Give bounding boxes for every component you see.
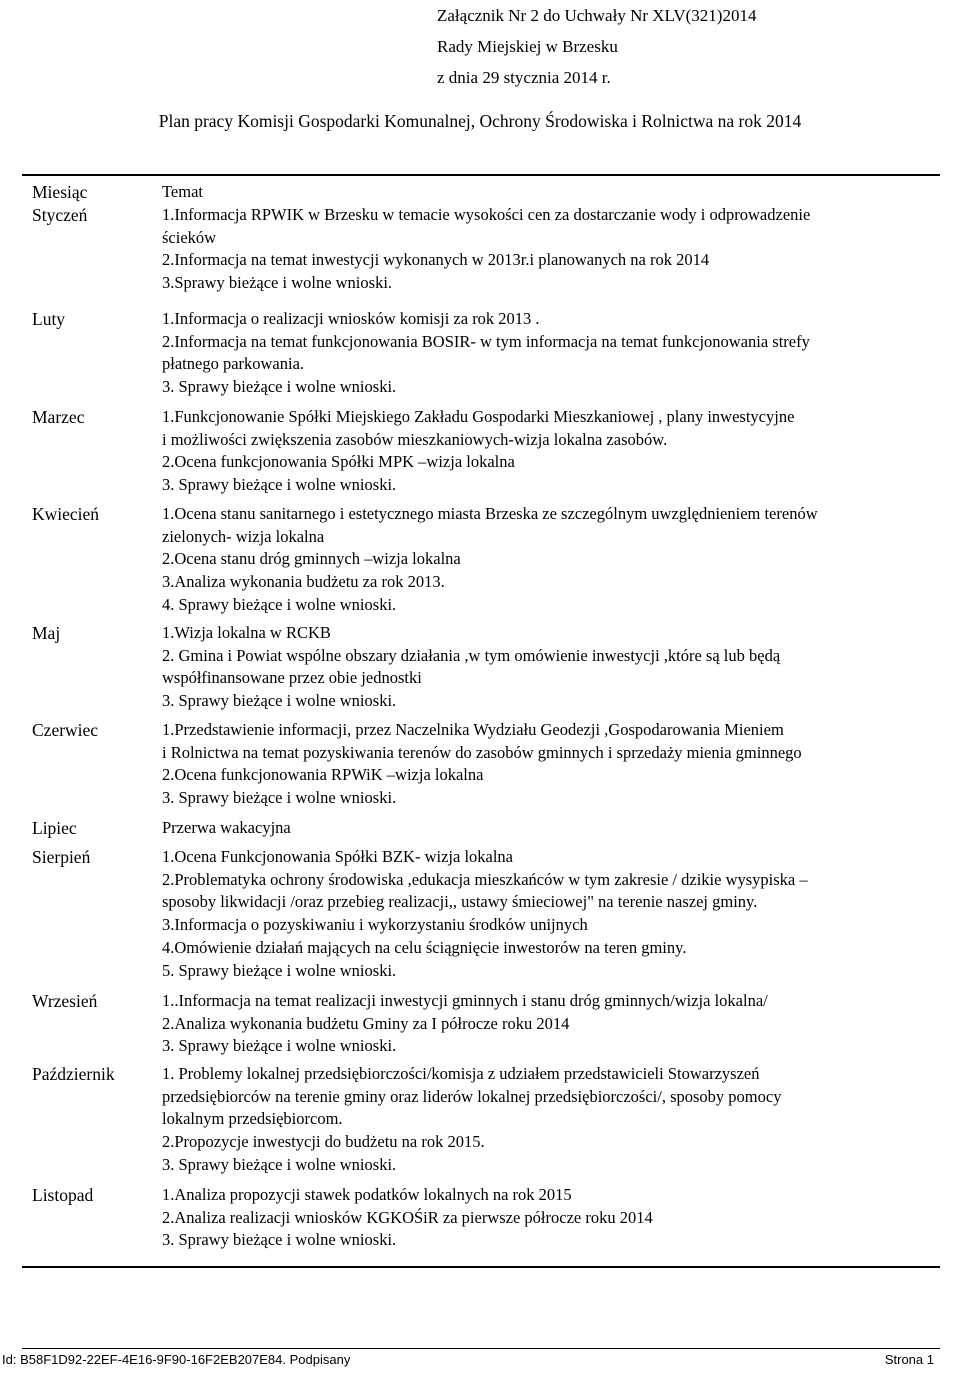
- month-cell: Sierpień: [32, 847, 91, 867]
- attachment-header: [437, 0, 937, 93]
- topic-line: 3. Sprawy bieżące i wolne wnioski.: [162, 1230, 397, 1250]
- topic-cell: [162, 622, 940, 713]
- topic-cell: [162, 308, 940, 399]
- topic-line: współfinansowane przez obie jednostki: [162, 668, 422, 688]
- topic-line: 1..Informacja na temat realizacji inwestycji gminnych i stanu dróg gminnych/wizja lokalna/: [162, 991, 768, 1010]
- month-cell: Luty: [32, 309, 66, 329]
- document-title: Plan pracy Komisji Gospodarki Komunalnej, Ochrony Środowiska i Rolnictwa na rok 2014: [158, 111, 802, 131]
- topic-line: 1.Ocena Funkcjonowania Spółki BZK- wizja lokalna: [162, 847, 514, 866]
- topic-line: i Rolnictwa na temat pozyskiwania terenów do zasobów gminnych i sprzedaży mienia gminnego: [162, 742, 802, 762]
- footer-rule: [22, 1348, 940, 1349]
- header-line-council: Rady Miejskiej w Brzesku: [437, 37, 618, 56]
- topic-line: 2. Gmina i Powiat wspólne obszary działania ,w tym omówienie inwestycji ,które są lub będą: [162, 645, 781, 665]
- topic-line: zielonych- wizja lokalna: [162, 526, 325, 546]
- topic-line: i możliwości zwiększenia zasobów mieszkaniowych-wizja lokalna zasobów.: [162, 429, 668, 449]
- topic-line: 1.Informacja RPWIK w Brzesku w temacie wysokości cen za dostarczanie wody i odprowadzenie: [162, 205, 811, 224]
- topic-line: 1.Informacja o realizacji wniosków komisji za rok 2013 .: [162, 309, 540, 328]
- topic-cell: [162, 406, 940, 497]
- column-header-month: Miesiąc: [32, 182, 88, 202]
- topic-cell: [162, 846, 940, 982]
- topic-cell: [162, 204, 940, 295]
- topic-line: 5. Sprawy bieżące i wolne wnioski.: [162, 960, 397, 980]
- topic-line: 3. Sprawy bieżące i wolne wnioski.: [162, 475, 397, 495]
- month-cell: Maj: [32, 623, 61, 643]
- month-cell: Listopad: [32, 1185, 94, 1205]
- month-cell: Lipiec: [32, 818, 77, 838]
- topic-line: 2.Analiza wykonania budżetu Gminy za I półrocze roku 2014: [162, 1013, 570, 1033]
- month-cell: Wrzesień: [32, 991, 98, 1011]
- topic-cell: [162, 1184, 940, 1252]
- topic-line: 2.Propozycje inwestycji do budżetu na rok 2015.: [162, 1132, 485, 1152]
- topic-line: 1.Funkcjonowanie Spółki Miejskiego Zakładu Gospodarki Mieszkaniowej , plany inwestycyjne: [162, 407, 795, 426]
- topic-line: 3. Sprawy bieżące i wolne wnioski.: [162, 1036, 397, 1056]
- topic-line: 4. Sprawy bieżące i wolne wnioski.: [162, 594, 397, 614]
- topic-line: 1.Przedstawienie informacji, przez Naczelnika Wydziału Geodezji ,Gospodarowania Mieniem: [162, 720, 784, 739]
- month-cell: Czerwiec: [32, 720, 99, 740]
- topic-line: 2.Informacja na temat funkcjonowania BOSIR- w tym informacja na temat funkcjonowania strefy: [162, 331, 810, 351]
- topic-line: 1.Wizja lokalna w RCKB: [162, 623, 331, 642]
- topic-cell: [162, 719, 940, 810]
- month-cell: Październik: [32, 1064, 115, 1084]
- topic-line: 3.Sprawy bieżące i wolne wnioski.: [162, 273, 393, 293]
- document-id: Id: B58F1D92-22EF-4E16-9F90-16F2EB207E84. Podpisany: [2, 1352, 351, 1367]
- topic-line: 3. Sprawy bieżące i wolne wnioski.: [162, 1154, 397, 1174]
- topic-line: 3. Sprawy bieżące i wolne wnioski.: [162, 691, 397, 711]
- topic-line: 1.Ocena stanu sanitarnego i estetycznego miasta Brzeska ze szczególnym uwzględnieniem terenów: [162, 504, 818, 523]
- topic-cell: [162, 817, 940, 840]
- month-cell: Kwiecień: [32, 504, 100, 524]
- topic-line: 2.Ocena stanu dróg gminnych –wizja lokalna: [162, 549, 461, 569]
- topic-line: 2.Ocena funkcjonowania Spółki MPK –wizja lokalna: [162, 452, 515, 472]
- topic-line: 3.Analiza wykonania budżetu za rok 2013.: [162, 572, 445, 592]
- topic-line: lokalnym przedsiębiorcom.: [162, 1109, 343, 1129]
- table-top-rule: [22, 174, 940, 176]
- topic-line: 3.Informacja o pozyskiwaniu i wykorzystaniu środków unijnych: [162, 915, 588, 935]
- topic-cell: [162, 503, 940, 617]
- topic-line: 4.Omówienie działań mających na celu ściągnięcie inwestorów na teren gminy.: [162, 937, 687, 957]
- month-cell: Marzec: [32, 407, 85, 427]
- topic-line: płatnego parkowania.: [162, 354, 305, 374]
- month-cell: Styczeń: [32, 205, 88, 225]
- topic-line: 1. Problemy lokalnej przedsiębiorczości/komisja z udziałem przedstawicieli Stowarzyszeń: [162, 1064, 760, 1083]
- topic-line: 1.Analiza propozycji stawek podatków lokalnych na rok 2015: [162, 1185, 572, 1204]
- topic-line: ścieków: [162, 227, 217, 247]
- header-line-attachment: Załącznik Nr 2 do Uchwały Nr XLV(321)2014: [437, 6, 757, 25]
- topic-line: 2.Analiza realizacji wniosków KGKOŚiR za pierwsze półrocze roku 2014: [162, 1207, 653, 1227]
- column-header-topic: Temat: [162, 182, 203, 201]
- topic-line: sposoby likwidacji /oraz przebieg realizacji,, ustawy śmieciowej" na terenie naszej gminy.: [162, 892, 758, 912]
- topic-line: 3. Sprawy bieżące i wolne wnioski.: [162, 377, 397, 397]
- topic-line: przedsiębiorców na terenie gminy oraz liderów lokalnej przedsiębiorczości/, sposoby pomocy: [162, 1086, 782, 1106]
- table-bottom-rule: [22, 1266, 940, 1268]
- topic-line: 2.Informacja na temat inwestycji wykonanych w 2013r.i planowanych na rok 2014: [162, 250, 710, 270]
- header-line-date: z dnia 29 stycznia 2014 r.: [437, 68, 611, 87]
- topic-line: 2.Problematyka ochrony środowiska ,edukacja mieszkańców w tym zakresie / dzikie wysypiska –: [162, 869, 808, 889]
- topic-line: 3. Sprawy bieżące i wolne wnioski.: [162, 788, 397, 808]
- topic-cell: [162, 990, 940, 1058]
- topic-line: 2.Ocena funkcjonowania RPWiK –wizja lokalna: [162, 765, 484, 785]
- page-number: Strona 1: [884, 1352, 934, 1367]
- topic-line: Przerwa wakacyjna: [162, 818, 291, 837]
- topic-cell: [162, 1063, 940, 1177]
